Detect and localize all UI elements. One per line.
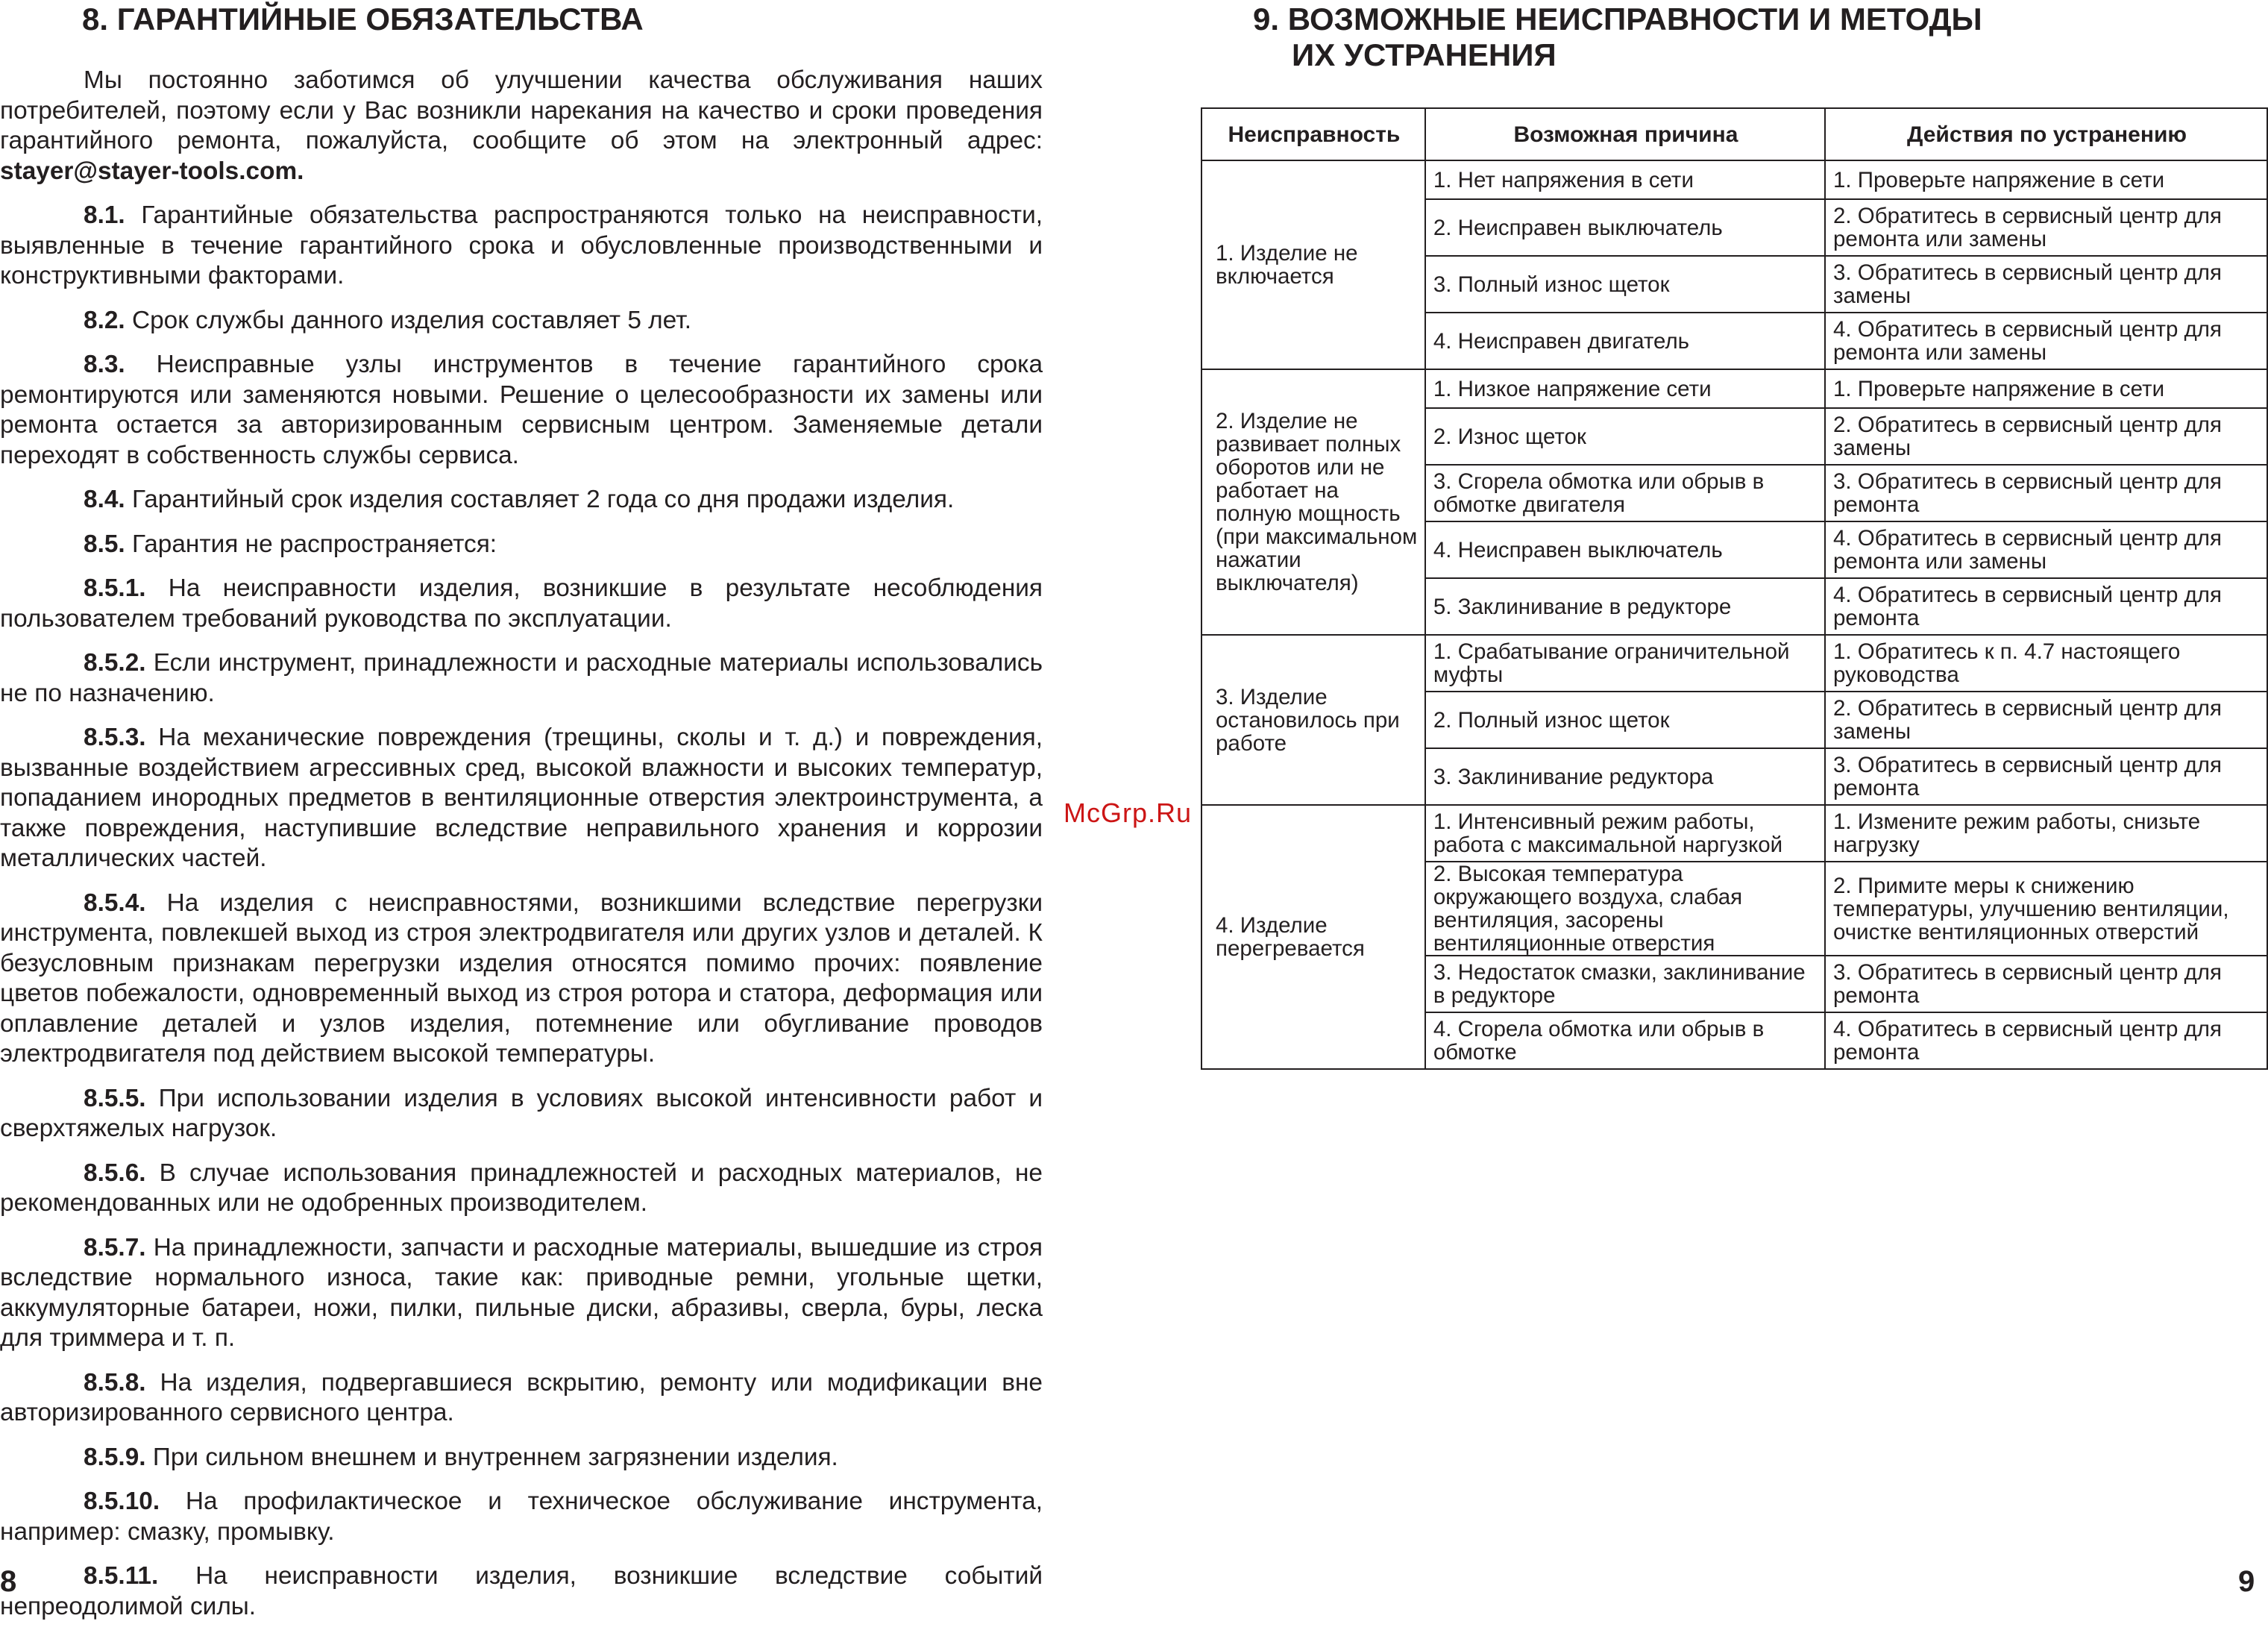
intro-paragraph xyxy=(0,66,1043,187)
table-row xyxy=(1201,369,2267,408)
clause-text: Гарантия не распространяется: xyxy=(131,530,497,558)
cause-cell: 3. Полный износ щеток xyxy=(1425,256,1825,313)
action-cell: 1. Обратитесь к п. 4.7 настоящего руководства xyxy=(1825,635,2267,692)
clause-number: 8.5.6. xyxy=(84,1159,146,1187)
clause-text: На принадлежности, запчасти и расходные материалы, вышедшие из строя вследствие нормального износа, такие как: приводные ремни, угольные щетки, аккумуляторные батареи, ножи, пилки, пильные диски, абразивы, сверла, буры, леска для триммера и т. п. xyxy=(0,1233,1043,1352)
cause-cell: 1. Низкое напряжение сети xyxy=(1425,369,1825,408)
cause-cell: 4. Неисправен выключатель xyxy=(1425,521,1825,578)
clause-text: На неисправности изделия, возникшие вследствие событий непреодолимой силы. xyxy=(0,1562,1043,1620)
intro-text: Мы постоянно заботимся об улучшении качества обслуживания наших потребителей, поэтому если у Вас возникли нарекания на качество и сроки проведения гарантийного ремонта, пожалуйста, сообщите об этом на электронный адрес: xyxy=(0,66,1043,154)
clause-number: 8.5. xyxy=(84,530,125,558)
clause-number: 8.2. xyxy=(84,306,125,334)
clause xyxy=(0,1233,1043,1354)
clause xyxy=(0,888,1043,1070)
clause xyxy=(0,1561,1043,1622)
watermark: McGrp.Ru xyxy=(1064,797,1193,828)
clause xyxy=(0,485,1043,515)
warranty-text xyxy=(0,66,1043,1636)
troubleshooting-table xyxy=(1201,107,2268,1070)
clause-text: Гарантийный срок изделия составляет 2 года со дня продажи изделия. xyxy=(131,486,955,513)
clause-number: 8.5.11. xyxy=(84,1562,159,1590)
cause-cell: 2. Высокая температура окружающего воздуха, слабая вентиляция, засорены вентиляционные отверстия xyxy=(1425,862,1825,956)
clause xyxy=(0,574,1043,634)
clause-text: На изделия, подвергавшиеся вскрытию, ремонту или модификации вне авторизированного сервисного центра. xyxy=(0,1368,1043,1426)
action-cell: 2. Обратитесь в сервисный центр для ремонта или замены xyxy=(1825,199,2267,256)
clause-text: Срок службы данного изделия составляет 5 лет. xyxy=(131,306,691,334)
clause-number: 8.5.10. xyxy=(84,1488,160,1515)
cause-cell: 1. Нет напряжения в сети xyxy=(1425,160,1825,199)
header-action: Действия по устранению xyxy=(1825,108,2267,160)
action-cell: 4. Обратитесь в сервисный центр для ремонта xyxy=(1825,1012,2267,1069)
title-line-1: 9. ВОЗМОЖНЫЕ НЕИСПРАВНОСТИ И МЕТОДЫ xyxy=(1253,1,1982,37)
action-cell: 3. Обратитесь в сервисный центр для ремонта xyxy=(1825,748,2267,805)
clause-number: 8.5.5. xyxy=(84,1084,146,1112)
clause xyxy=(0,1084,1043,1144)
clause xyxy=(0,306,1043,336)
clause-text: В случае использования принадлежностей и расходных материалов, не рекомендованных или не одобренных производителем. xyxy=(0,1159,1043,1217)
clause-number: 8.5.3. xyxy=(84,724,146,751)
action-cell: 1. Проверьте напряжение в сети xyxy=(1825,369,2267,408)
header-cause: Возможная причина xyxy=(1425,108,1825,160)
clause xyxy=(0,1443,1043,1473)
action-cell: 4. Обратитесь в сервисный центр для ремонта xyxy=(1825,578,2267,635)
cause-cell: 4. Сгорела обмотка или обрыв в обмотке xyxy=(1425,1012,1825,1069)
action-cell: 2. Обратитесь в сервисный центр для замены xyxy=(1825,692,2267,748)
header-fault: Неисправность xyxy=(1201,108,1425,160)
email-address[interactable]: stayer@stayer-tools.com. xyxy=(0,157,304,185)
clause xyxy=(0,1159,1043,1219)
left-page xyxy=(0,0,1044,1626)
troubleshooting-title xyxy=(1253,1,1982,73)
table-header-row xyxy=(1201,108,2267,160)
clause-number: 8.5.9. xyxy=(84,1443,146,1471)
action-cell: 1. Проверьте напряжение в сети xyxy=(1825,160,2267,199)
clause-number: 8.3. xyxy=(84,351,125,378)
clause xyxy=(0,1487,1043,1547)
clause-text: На механические повреждения (трещины, сколы и т. д.) и повреждения, вызванные воздействием агрессивных сред, высокой влажности и высоких температур, попаданием инородных предметов в вентиляционные отверстия электроинструмента, а также повреждения, наступившие вследствие неправильного хранения и коррозии металлических частей. xyxy=(0,724,1043,872)
cause-cell: 4. Неисправен двигатель xyxy=(1425,313,1825,369)
clause-text: При использовании изделия в условиях высокой интенсивности работ и сверхтяжелых нагрузок. xyxy=(0,1084,1043,1142)
cause-cell: 3. Заклинивание редуктора xyxy=(1425,748,1825,805)
clause-number: 8.5.7. xyxy=(84,1233,146,1262)
clause-text: На профилактическое и техническое обслуживание инструмента, например: смазку, промывку. xyxy=(0,1488,1043,1546)
cause-cell: 2. Износ щеток xyxy=(1425,408,1825,465)
action-cell: 2. Примите меры к снижению температуры, улучшению вентиляции, очистке вентиляционных отверстий xyxy=(1825,862,2267,956)
cause-cell: 2. Полный износ щеток xyxy=(1425,692,1825,748)
clause xyxy=(0,530,1043,560)
warranty-title: 8. ГАРАНТИЙНЫЕ ОБЯЗАТЕЛЬСТВА xyxy=(82,1,644,37)
table-row xyxy=(1201,635,2267,692)
clause-text: Если инструмент, принадлежности и расходные материалы использовались не по назначению. xyxy=(0,649,1043,707)
clause-number: 8.4. xyxy=(84,486,125,513)
title-line-2: ИХ УСТРАНЕНИЯ xyxy=(1292,37,1556,72)
clause-text: Неисправные узлы инструментов в течение гарантийного срока ремонтируются или заменяются новыми. Решение о целесообразности их замены или ремонта остается за авторизированным сервисным центром. Заменяемые детали переходят в собственность службы сервиса. xyxy=(0,351,1043,469)
action-cell: 2. Обратитесь в сервисный центр для замены xyxy=(1825,408,2267,465)
clause-number: 8.5.4. xyxy=(84,888,146,917)
fault-cell: 4. Изделие перегревается xyxy=(1201,805,1425,1069)
clause xyxy=(0,648,1043,709)
action-cell: 3. Обратитесь в сервисный центр для замены xyxy=(1825,256,2267,313)
clause-text: При сильном внешнем и внутреннем загрязнении изделия. xyxy=(152,1443,838,1471)
fault-cell: 1. Изделие не включается xyxy=(1201,160,1425,369)
clause-number: 8.5.8. xyxy=(84,1368,146,1397)
cause-cell: 3. Недостаток смазки, заклинивание в редукторе xyxy=(1425,956,1825,1012)
action-cell: 3. Обратитесь в сервисный центр для ремонта xyxy=(1825,956,2267,1012)
clause-number: 8.5.2. xyxy=(84,649,146,677)
page-number-right: 9 xyxy=(2238,1565,2255,1598)
action-cell: 1. Измените режим работы, снизьте нагрузку xyxy=(1825,805,2267,862)
action-cell: 3. Обратитесь в сервисный центр для ремонта xyxy=(1825,465,2267,521)
table-row xyxy=(1201,160,2267,199)
action-cell: 4. Обратитесь в сервисный центр для ремонта или замены xyxy=(1825,521,2267,578)
page-number-left: 8 xyxy=(0,1565,17,1598)
cause-cell: 5. Заклинивание в редукторе xyxy=(1425,578,1825,635)
table-row xyxy=(1201,805,2267,862)
cause-cell: 1. Интенсивный режим работы, работа с максимальной наргузкой xyxy=(1425,805,1825,862)
action-cell: 4. Обратитесь в сервисный центр для ремонта или замены xyxy=(1825,313,2267,369)
clause-text: Гарантийные обязательства распространяются только на неисправности, выявленные в течение гарантийного срока и обусловленные производственными и конструктивными факторами. xyxy=(0,201,1043,289)
cause-cell: 3. Сгорела обмотка или обрыв в обмотке двигателя xyxy=(1425,465,1825,521)
cause-cell: 2. Неисправен выключатель xyxy=(1425,199,1825,256)
clause-number: 8.1. xyxy=(84,201,125,229)
fault-cell: 3. Изделие остановилось при работе xyxy=(1201,635,1425,805)
clause xyxy=(0,723,1043,874)
cause-cell: 1. Срабатывание ограничительной муфты xyxy=(1425,635,1825,692)
clause xyxy=(0,350,1043,471)
clause-text: На изделия с неисправностями, возникшими вследствие перегрузки инструмента, повлекшей выход из строя электродвигателя или других узлов и деталей. К безусловным признакам перегрузки изделия относятся помимо прочих: появление цветов побежалости, одновременный выход из строя ротора и статора, деформация или оплавление деталей и узлов изделия, потемнение или обугливание проводов электродвигателя под действием высокой температуры. xyxy=(0,888,1043,1068)
clause xyxy=(0,1368,1043,1429)
clause xyxy=(0,201,1043,292)
fault-cell: 2. Изделие не развивает полных оборотов или не работает на полную мощность (при максимальном нажатии выключателя) xyxy=(1201,369,1425,635)
clause-text: На неисправности изделия, возникшие в результате несоблюдения пользователем требований руководства по эксплуатации. xyxy=(0,574,1043,633)
clause-number: 8.5.1. xyxy=(84,574,146,602)
